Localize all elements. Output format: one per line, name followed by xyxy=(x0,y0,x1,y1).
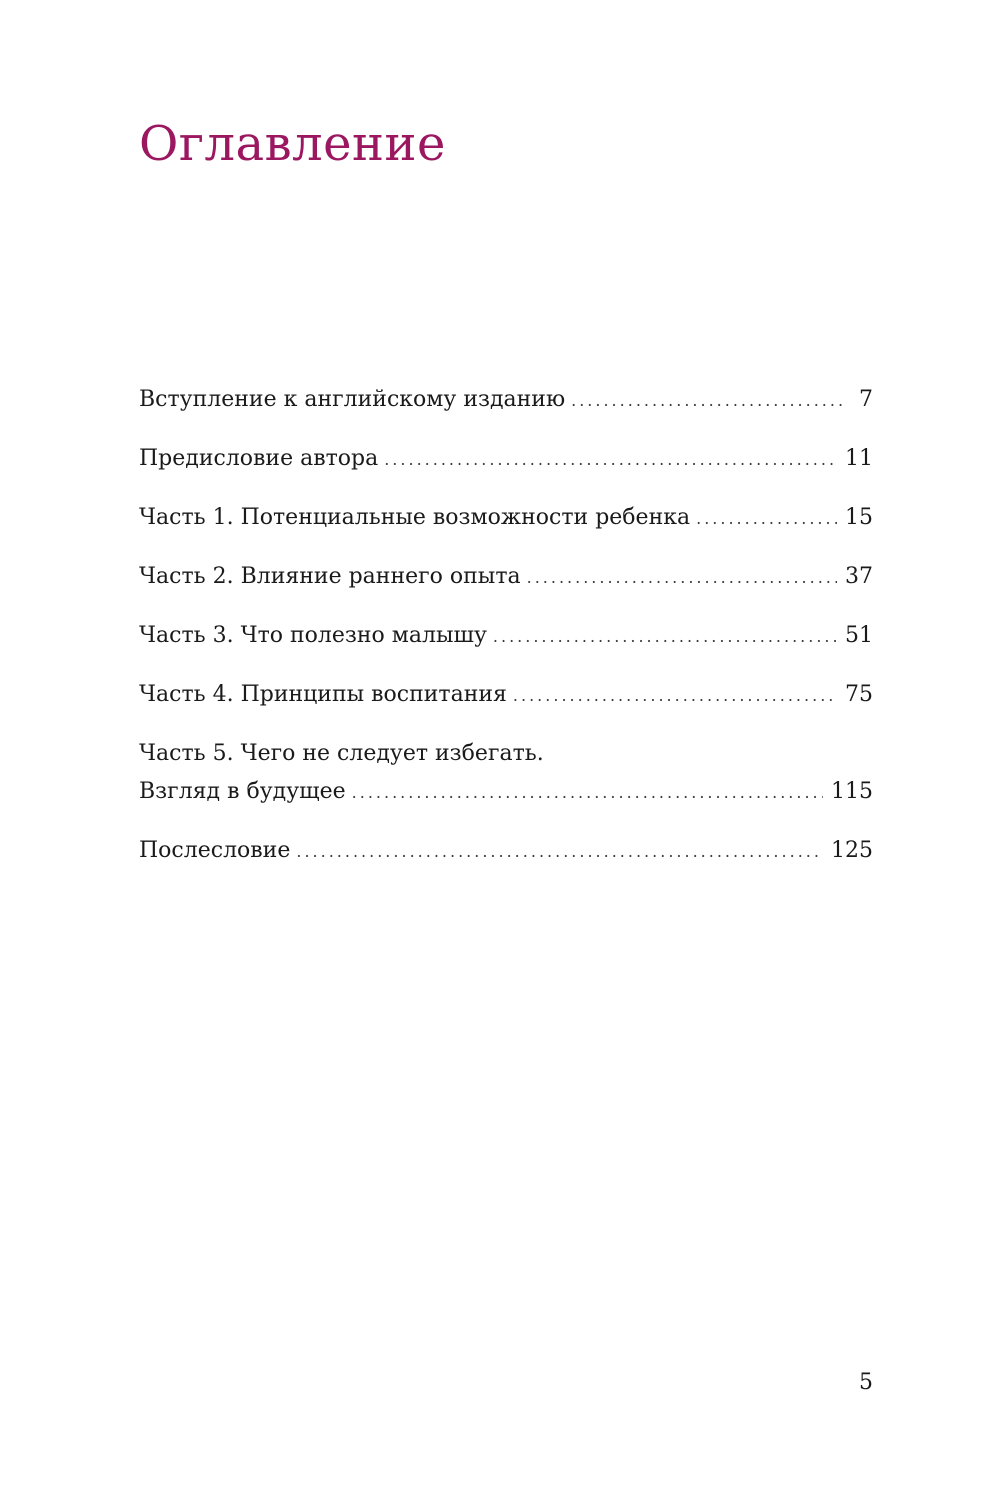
toc-entry-label-line1: Часть 5. Чего не следует избегать. xyxy=(139,741,544,766)
toc-entry-page: 7 xyxy=(859,387,873,412)
page-title: Оглавление xyxy=(139,116,446,172)
toc-entry-introduction[interactable] xyxy=(139,384,873,417)
toc-entry-label: Часть 4. Принципы воспитания xyxy=(139,682,507,707)
toc-entry-label: Часть 2. Влияние раннего опыта xyxy=(139,564,521,589)
toc-entry-label: Часть 3. Что полезно малышу xyxy=(139,623,487,648)
toc-entry-afterword[interactable] xyxy=(139,835,873,868)
toc-entry-part-1[interactable] xyxy=(139,502,873,535)
toc-entry-page: 37 xyxy=(845,564,873,589)
toc-entry-part-3[interactable] xyxy=(139,620,873,653)
page-number: 5 xyxy=(859,1370,873,1395)
toc-leader-dots xyxy=(513,680,837,712)
toc-entry-part-5[interactable] xyxy=(139,738,873,809)
table-of-contents xyxy=(139,384,873,894)
toc-leader-dots xyxy=(571,385,847,417)
toc-entry-label: Предисловие автора xyxy=(139,446,379,471)
toc-entry-page: 51 xyxy=(845,623,873,648)
toc-entry-preface[interactable] xyxy=(139,443,873,476)
toc-entry-label: Часть 1. Потенциальные возможности ребенка xyxy=(139,505,691,530)
toc-entry-part-4[interactable] xyxy=(139,679,873,712)
toc-entry-page: 11 xyxy=(845,446,873,471)
toc-leader-dots xyxy=(493,621,837,653)
toc-entry-label-line2: Взгляд в будущее xyxy=(139,779,346,804)
toc-leader-dots xyxy=(527,562,837,594)
toc-leader-dots xyxy=(296,836,823,868)
toc-entry-page: 115 xyxy=(831,779,873,804)
toc-leader-dots xyxy=(696,503,837,535)
toc-entry-label: Вступление к английскому изданию xyxy=(139,387,566,412)
toc-leader-dots xyxy=(384,444,837,476)
toc-entry-page: 125 xyxy=(831,838,873,863)
toc-entry-page: 15 xyxy=(845,505,873,530)
toc-leader-dots xyxy=(352,777,823,809)
toc-entry-label: Послесловие xyxy=(139,838,291,863)
toc-entry-page: 75 xyxy=(845,682,873,707)
toc-entry-part-2[interactable] xyxy=(139,561,873,594)
